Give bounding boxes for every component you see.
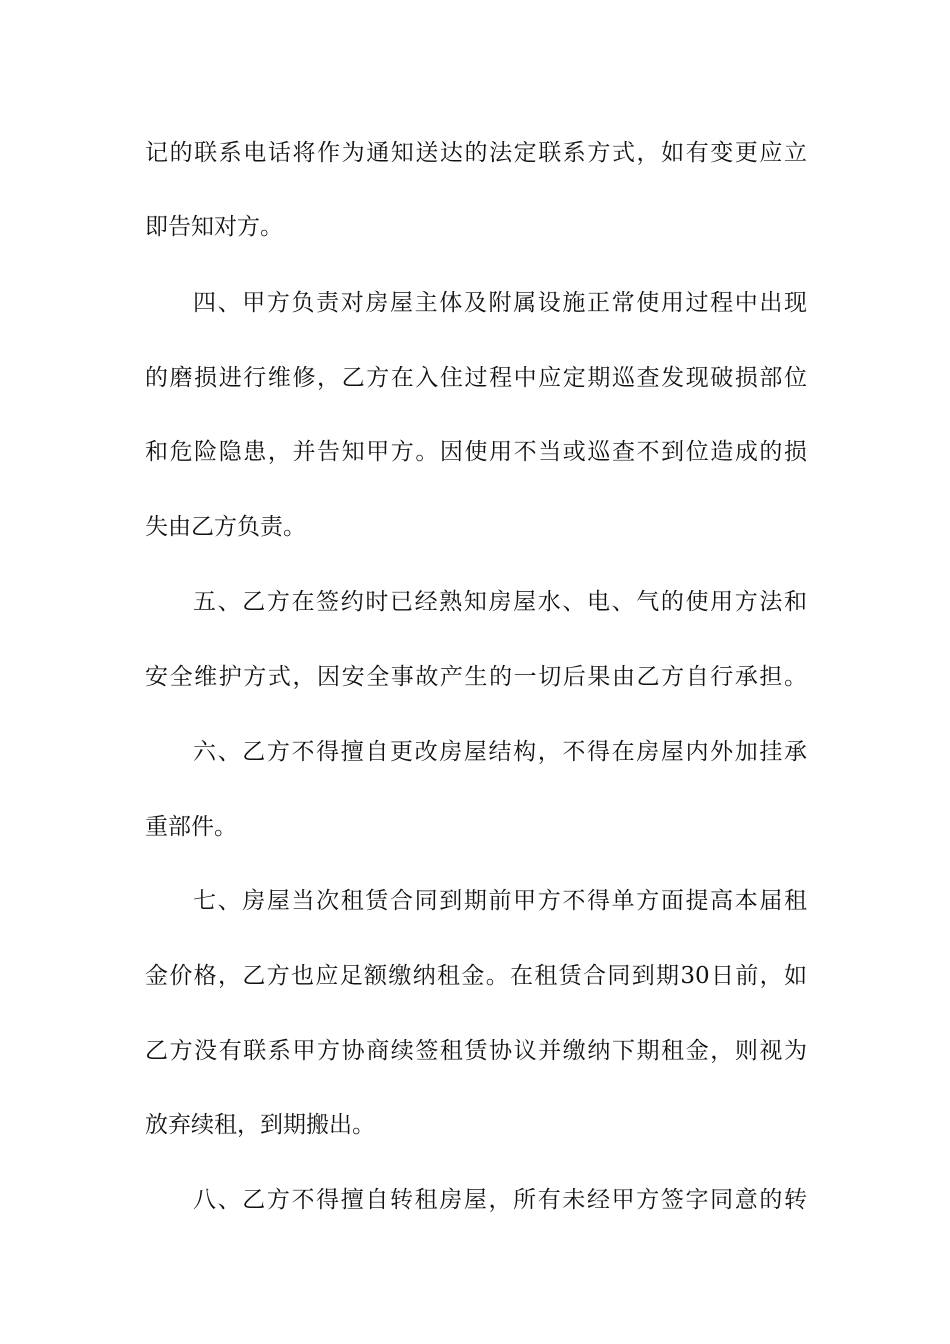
text-line: 和危险隐患，并告知甲方。因使用不当或巡查不到位造成的损 [145,439,807,465]
text-line: 失由乙方负责。 [145,514,306,540]
text-line: 即告知对方。 [145,214,283,240]
paragraph-start-line: 七、房屋当次租赁合同到期前甲方不得单方面提高本届租 [193,888,807,914]
paragraph-start-line: 八、乙方不得擅自转租房屋，所有未经甲方签字同意的转 [193,1187,807,1213]
text-line: 重部件。 [145,814,237,840]
text-line: 放弃续租，到期搬出。 [145,1112,375,1138]
text-line: 安全维护方式，因安全事故产生的一切后果由乙方自行承担。 [145,664,807,690]
paragraph-start-line: 五、乙方在签约时已经熟知房屋水、电、气的使用方法和 [193,589,807,615]
text-line: 记的联系电话将作为通知送达的法定联系方式，如有变更应立 [145,140,807,166]
text-line: 金价格，乙方也应足额缴纳租金。在租赁合同到期30日前，如 [145,963,807,989]
paragraph-start-line: 六、乙方不得擅自更改房屋结构，不得在房屋内外加挂承 [193,739,807,765]
paragraph-start-line: 四、甲方负责对房屋主体及附属设施正常使用过程中出现 [193,290,807,316]
text-line: 的磨损进行维修，乙方在入住过程中应定期巡查发现破损部位 [145,365,807,391]
text-line: 乙方没有联系甲方协商续签租赁协议并缴纳下期租金，则视为 [145,1038,807,1064]
